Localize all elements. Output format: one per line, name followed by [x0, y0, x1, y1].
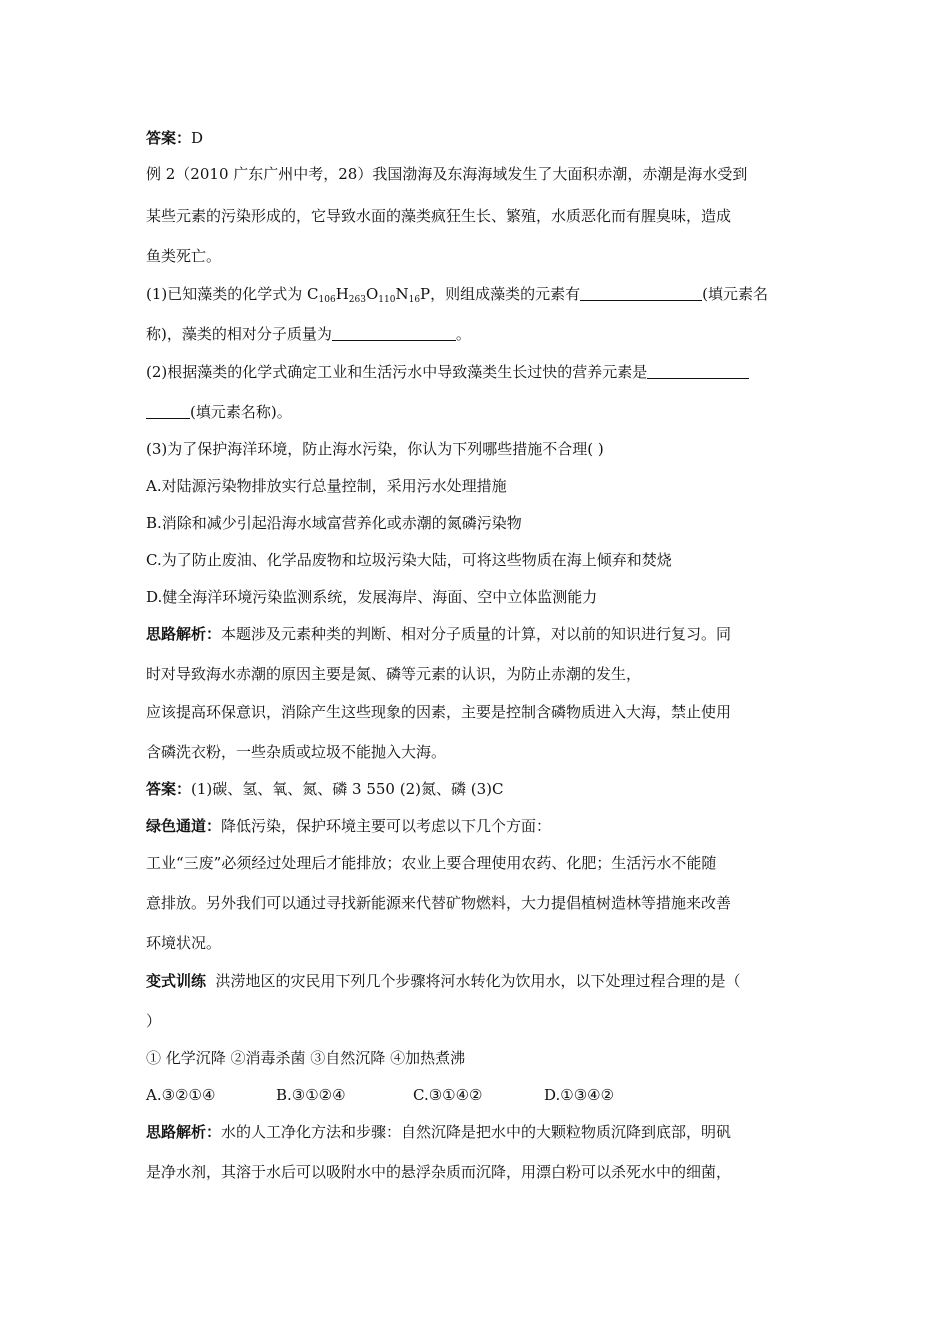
analysis-1-line-4: 含磷洗衣粉，一些杂质或垃圾不能抛入大海。 [146, 743, 447, 761]
variant-option-c: C.③①④② [413, 1086, 483, 1104]
question-3-stem: (3)为了保护海洋环境，防止海水污染，你认为下列哪些措施不合理( ) [146, 440, 604, 458]
option-c: C.为了防止废油、化学品废物和垃圾污染大陆，可将这些物质在海上倾弃和焚烧 [146, 551, 672, 569]
variant-training-line-1: 变式训练 洪涝地区的灾民用下列几个步骤将河水转化为饮用水，以下处理过程合理的是（ [146, 972, 741, 990]
answer-value: (1)碳、氢、氧、氮、磷 3 550 (2)氮、磷 (3)C [191, 780, 504, 798]
answer-blank[interactable] [146, 403, 190, 419]
option-d: D.健全海洋环境污染监测系统，发展海岸、海面、空中立体监测能力 [146, 588, 598, 606]
variant-option-d: D.①③④② [544, 1086, 615, 1104]
answer-2 [146, 779, 503, 799]
variant-training-label: 变式训练 [146, 972, 207, 990]
question-2-line-1: (2)根据藻类的化学式确定工业和生活污水中导致藻类生长过快的营养元素是 [146, 362, 749, 382]
question-2-line-2: (填元素名称)。 [146, 402, 292, 422]
analysis-1-line-2: 时对导致海水赤潮的原因主要是氮、磷等元素的认识，为防止赤潮的发生， [146, 665, 642, 683]
analysis-label: 思路解析： [146, 1123, 222, 1141]
example-2-line-3: 鱼类死亡。 [146, 247, 222, 265]
analysis-1-line-3: 应该提高环保意识，消除产生这些现象的因素，主要是控制含磷物质进入大海，禁止使用 [146, 703, 732, 721]
analysis-2-line-1: 思路解析：水的人工净化方法和步骤：自然沉降是把水中的大颗粒物质沉降到底部，明矾 [146, 1123, 732, 1141]
question-1-line-2: 称)，藻类的相对分子质量为 。 [146, 325, 471, 343]
variant-option-a: A.③②①④ [146, 1086, 216, 1104]
answer-label: 答案： [146, 780, 192, 798]
variant-option-b: B.③①②④ [276, 1086, 346, 1104]
question-1-line-1: (1)已知藻类的化学式为 $C_{106}H_{263}O_{110}N_{16}P$，则组成藻类的元素有 (填元素名 [146, 285, 769, 305]
answer-blank[interactable] [647, 363, 749, 379]
green-channel-line-4: 环境状况。 [146, 934, 222, 952]
green-channel-line-1: 绿色通道：降低污染，保护环境主要可以考虑以下几个方面： [146, 817, 552, 835]
green-channel-line-3: 意排放。另外我们可以通过寻找新能源来代替矿物燃料，大力提倡植树造林等措施来改善 [146, 894, 732, 912]
answer-1 [146, 128, 203, 148]
green-channel-line-2: 工业“三废”必须经过处理后才能排放；农业上要合理使用农药、化肥；生活污水不能随 [146, 854, 717, 872]
answer-blank[interactable] [332, 325, 456, 341]
variant-options [146, 1085, 614, 1105]
variant-training-line-2: ） [146, 1012, 162, 1030]
answer-value: D [191, 129, 204, 147]
option-a: A.对陆源污染物排放实行总量控制，采用污水处理措施 [146, 477, 507, 495]
example-2-line-1: 例 2（2010 广东广州中考，28）我国渤海及东海海域发生了大面积赤潮，赤潮是海水受到 [146, 165, 748, 183]
example-2-line-2: 某些元素的污染形成的，它导致水面的藻类疯狂生长、繁殖，水质恶化而有腥臭味，造成 [146, 207, 732, 225]
analysis-1-line-1: 思路解析：本题涉及元素种类的判断、相对分子质量的计算，对以前的知识进行复习。同 [146, 625, 732, 643]
option-b: B.消除和减少引起沿海水域富营养化或赤潮的氮磷污染物 [146, 514, 522, 532]
green-channel-label: 绿色通道： [146, 817, 222, 835]
answer-blank[interactable] [580, 285, 702, 301]
variant-steps: ① 化学沉降 ②消毒杀菌 ③自然沉降 ④加热煮沸 [146, 1049, 466, 1067]
analysis-label: 思路解析： [146, 625, 222, 643]
answer-label: 答案： [146, 129, 192, 147]
analysis-2-line-2: 是净水剂，其溶于水后可以吸附水中的悬浮杂质而沉降，用漂白粉可以杀死水中的细菌， [146, 1163, 732, 1181]
